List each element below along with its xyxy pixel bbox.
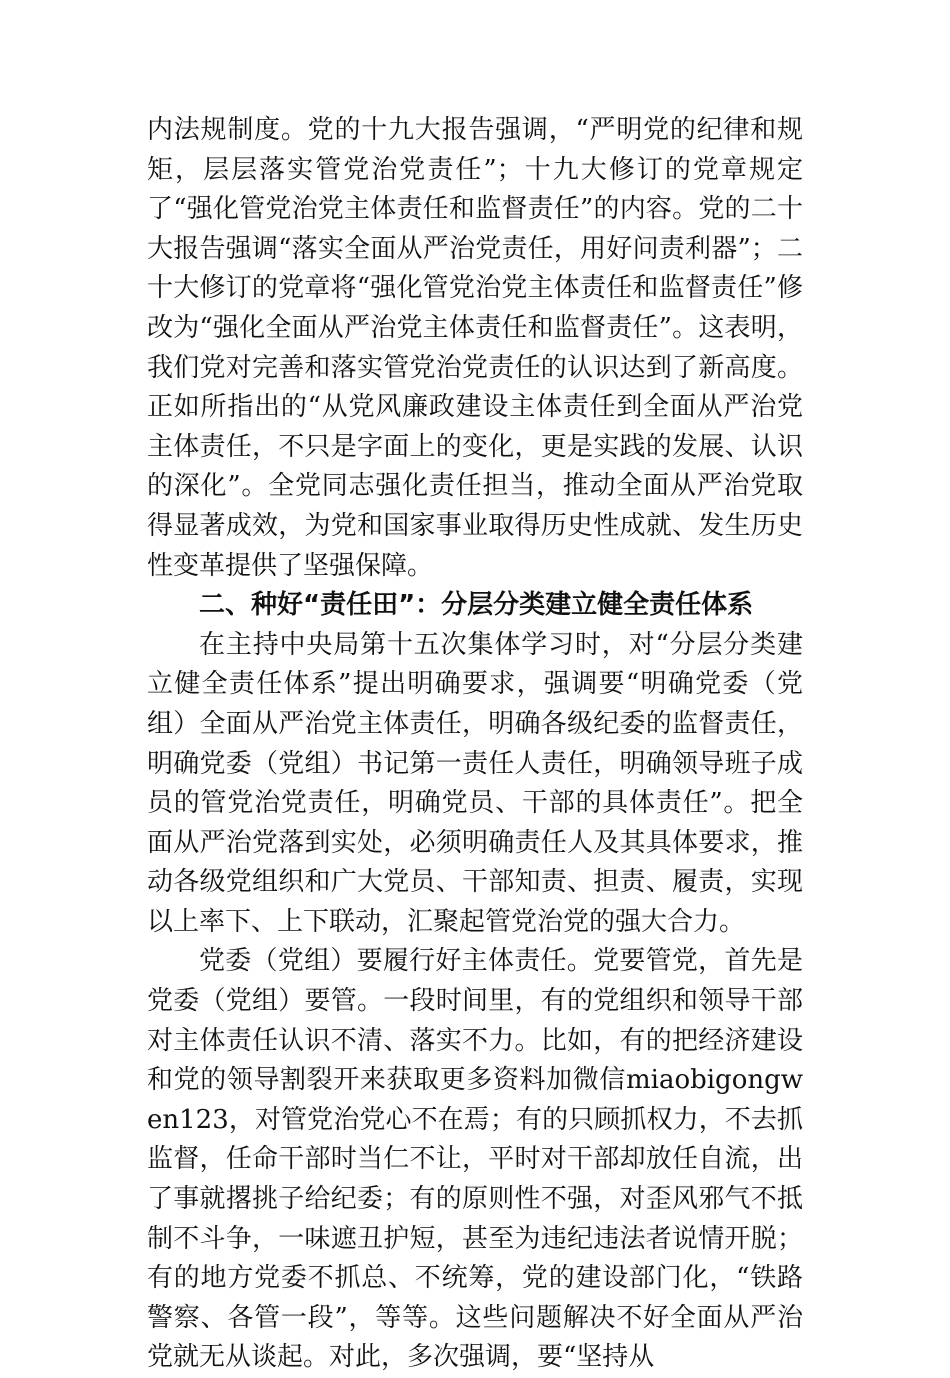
paragraph-continued: 内法规制度。党的十九大报告强调，“严明党的纪律和规矩，层层落实管党治党责任”；十九大修订的党章规定了“强化管党治党主体责任和监督责任”的内容。党的二十大报告强调“落实全面从严治党责任，用好问责利器”；二十大修订的党章将“强化管党治党主体责任和监督责任”修改为“强化全面从严治党主体责任和监督责任”。这表明，我们党对完善和落实管党治党责任的认识达到了新高度。正如所指出的“从党风廉政建设主体责任到全面从严治党主体责任，不只是字面上的变化，更是实践的发展、认识的深化”。全党同志强化责任担当，推动全面从严治党取得显著成效，为党和国家事业取得历史性成就、发生历史性变革提供了坚强保障。 [147, 115, 803, 581]
section-heading: 二、种好“责任田”：分层分类建立健全责任体系 [199, 590, 754, 621]
paragraph-responsibility-system: 在主持中央局第十五次集体学习时，对“分层分类建立健全责任体系”提出明确要求，强调要“明确党委（党组）全面从严治党主体责任，明确各级纪委的监督责任，明确党委（党组）书记第一责任人责任，明确领导班子成员的管党治党责任，明确党员、干部的具体责任”。把全面从严治党落到实处，必须明确责任人及其具体要求，推动各级党组织和广大党员、干部知责、担责、履责，实现以上率下、上下联动，汇聚起管党治党的强大合力。 [147, 629, 803, 937]
document-page [147, 111, 803, 1378]
paragraph-party-committee-duty: 党委（党组）要履行好主体责任。党要管党，首先是党委（党组）要管。一段时间里，有的党组织和领导干部对主体责任认识不清、落实不力。比如，有的把经济建设和党的领导割裂开来获取更多资料加微信miaobigongwen123，对管党治党心不在焉；有的只顾抓权力，不去抓监督，任命干部时当仁不让，平时对干部却放任自流，出了事就撂挑子给纪委；有的原则性不强，对歪风邪气不抵制不斗争，一味遮丑护短，甚至为违纪违法者说情开脱；有的地方党委不抓总、不统筹，党的建设部门化，“铁路警察、各管一段”，等等。这些问题解决不好全面从严治党就无从谈起。对此，多次强调，要“坚持从 [147, 946, 803, 1373]
